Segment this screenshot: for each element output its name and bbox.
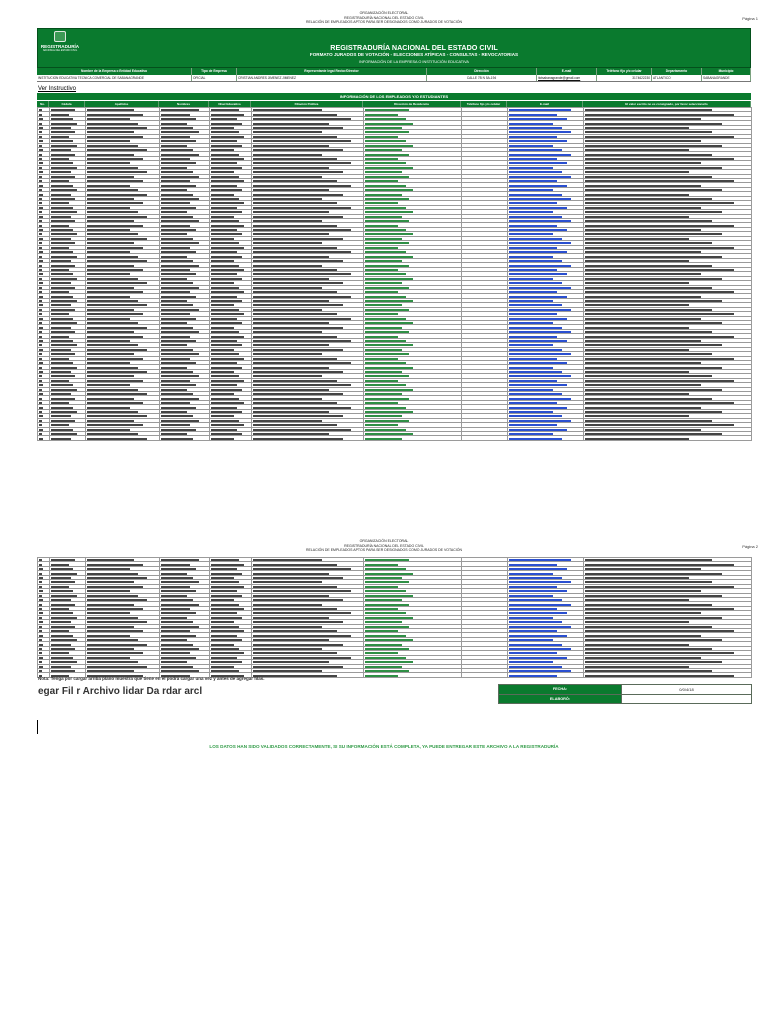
company-col-phone: Teléfono fijo y/o celular (597, 68, 652, 75)
coat-of-arms-icon (54, 31, 66, 42)
company-col-address: Dirección (427, 68, 537, 75)
banner-title: REGISTRADURÍA NACIONAL DEL ESTADO CIVIL (330, 43, 498, 52)
col-direccion: Dirección de Residencia (363, 101, 461, 107)
header-line-relation: RELACIÓN DE EMPLEADOS APTOS PARA SER DESIGNADOS COMO JURADOS DE VOTACIÓN (306, 548, 462, 553)
col-number: No. (37, 101, 49, 107)
col-filiacion: Filiación Política (251, 101, 363, 107)
email-link[interactable]: itctsabanagrande@gmail.com (537, 75, 597, 81)
signature-box (498, 684, 752, 704)
company-type-field[interactable]: OFICIAL (192, 75, 237, 81)
company-name-field[interactable]: INSTITUCION EDUCATIVA TECNICA COMERCIAL DE SABANAGRANDE (37, 75, 192, 81)
table-cell[interactable] (50, 436, 86, 440)
registry-logo (40, 31, 80, 67)
department-field[interactable]: ATLANTICO (652, 75, 702, 81)
elaboro-field[interactable] (622, 695, 751, 703)
table-cell[interactable] (210, 436, 252, 440)
header-line-org: ORGANIZACIÓN ELECTORAL (359, 539, 409, 543)
header-line-registry: REGISTRADURÍA NACIONAL DEL ESTADO CIVIL (344, 15, 424, 20)
company-col-municipality: Municipio (702, 68, 751, 75)
table-row[interactable] (38, 436, 752, 440)
banner-section: INFORMACIÓN DE LA EMPRESA O INSTITUCIÓN EDUCATIVA (359, 60, 469, 64)
col-apellidos: Apellidos (85, 101, 159, 107)
banner-subtitle: FORMATO JURADOS DE VOTACIÓN - ELECCIONES ATÍPICAS - CONSULTAS - REVOCATORIAS (309, 52, 519, 57)
logo-name: REGISTRADURÍA (40, 44, 80, 49)
page-1 (0, 0, 768, 500)
address-field[interactable]: CALLE 7B N 5A-194 (427, 75, 537, 81)
municipality-field[interactable]: SABANAGRANDE (702, 75, 751, 81)
instructivo-link[interactable]: Ver Instructivo (38, 86, 77, 92)
company-col-name: Nombre de la Empresa o Entidad Educativa (37, 68, 192, 75)
employees-table-page-2 (37, 557, 752, 678)
header-line-org: ORGANIZACIÓN ELECTORAL (359, 11, 409, 15)
logo-subtitle: NACIONAL DEL ESTADO CIVIL (42, 49, 78, 52)
table-cell[interactable] (160, 436, 210, 440)
page-2 (0, 535, 768, 1024)
representative-field[interactable]: CRISTIAN ANDRES JIMENEZ JIMENEZ (237, 75, 427, 81)
footer-note: Nota: Tenga por cargar arriba plano muestra que tiene en el podrá cargar una vez y antes de agregar filas. (38, 676, 265, 681)
form-banner (37, 28, 751, 68)
table-cell[interactable] (584, 436, 752, 440)
company-value-row (37, 75, 751, 82)
page-number: Página 1 (742, 16, 758, 21)
document-header (0, 11, 768, 25)
validation-message: LOS DATOS HAN SIDO VALIDADOS CORRECTAMENTE, SI SU INFORMACIÓN ESTÁ COMPLETA, YA PUEDE ENTREGAR ESTE ARCHIVO A LA REGISTRADURÍA (209, 744, 559, 749)
company-col-type: Tipo de Empresa (192, 68, 237, 75)
company-header-row (37, 68, 751, 75)
fecha-label: FECHA: (499, 685, 622, 694)
table-cell[interactable] (584, 673, 752, 677)
table-cell[interactable] (462, 673, 508, 677)
employees-table-page-1 (37, 107, 752, 441)
page-number-2: Página 2 (742, 544, 758, 549)
table-cell[interactable] (86, 436, 160, 440)
table-cell[interactable] (508, 673, 584, 677)
col-telefono: Teléfono fijo y/o celular (461, 101, 507, 107)
phone-field[interactable]: 3174622230 (597, 75, 652, 81)
table-cell[interactable] (508, 436, 584, 440)
table-cell[interactable] (38, 436, 50, 440)
col-seleccion: El valor escrito no es consignado, por favor seleccionarlo (583, 101, 751, 107)
company-col-representative: Representante legal Rector/Director (237, 68, 427, 75)
macro-action-buttons[interactable]: egar Fil r Archivo lidar Da rdar arcl (38, 686, 203, 697)
col-cedula: Cédula (49, 101, 85, 107)
table-cell[interactable] (252, 436, 364, 440)
header-line-relation: RELACIÓN DE EMPLEADOS APTOS PARA SER DESIGNADOS COMO JURADOS DE VOTACIÓN (306, 20, 462, 25)
table-cell[interactable] (364, 436, 462, 440)
table-cell[interactable] (252, 673, 364, 677)
elaboro-label: ELABORÓ: (499, 695, 622, 703)
col-nivel: Nivel Educativo (209, 101, 251, 107)
cell-cursor (37, 720, 38, 734)
fecha-field[interactable]: 0/0/4/18 (679, 687, 694, 692)
employees-section-title: INFORMACIÓN DE LOS EMPLEADOS Y/O ESTUDIANTES (37, 93, 751, 100)
company-col-email: E-mail (537, 68, 597, 75)
header-line-registry: REGISTRADURÍA NACIONAL DEL ESTADO CIVIL (344, 543, 424, 548)
table-cell[interactable] (364, 673, 462, 677)
col-email: E-mail (507, 101, 583, 107)
table-cell[interactable] (462, 436, 508, 440)
col-nombres: Nombres (159, 101, 209, 107)
company-col-department: Departamento (652, 68, 702, 75)
document-header-page-2 (0, 539, 768, 553)
